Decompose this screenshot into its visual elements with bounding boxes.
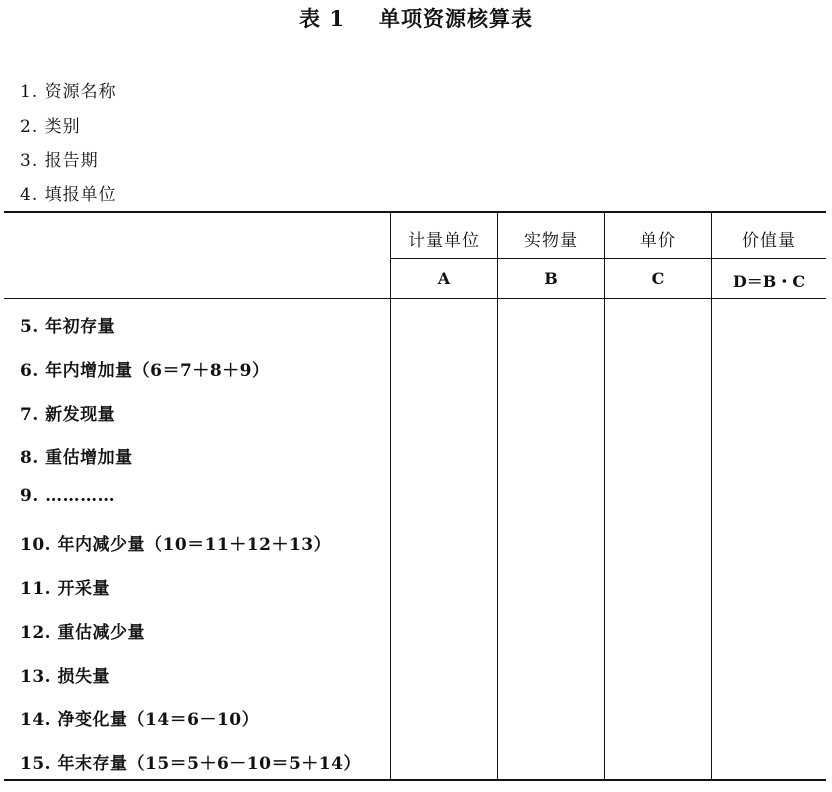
row-annual-increase: 6. 年内增加量（6＝7＋8＋9） — [20, 361, 270, 381]
meta-reporting-unit: 4. 填报单位 — [20, 185, 117, 205]
row-revaluation-decrease: 12. 重估减少量 — [20, 623, 145, 643]
col-header-unit-price: 单价 — [640, 231, 676, 251]
table-number: 表 1 — [299, 6, 345, 31]
col-code-d: D＝B・C — [732, 272, 806, 291]
col-header-value: 价值量 — [742, 231, 796, 251]
row-annual-decrease: 10. 年内减少量（10＝11＋12＋13） — [20, 535, 332, 555]
row-revaluation-increase: 8. 重估增加量 — [20, 448, 133, 468]
row-extraction: 11. 开采量 — [20, 579, 110, 599]
column-divider — [390, 212, 391, 780]
meta-report-period: 3. 报告期 — [20, 151, 99, 171]
row-new-discovery: 7. 新发现量 — [20, 405, 116, 425]
col-header-quantity: 实物量 — [524, 231, 578, 251]
meta-category: 2. 类别 — [20, 117, 81, 137]
table-bottom-rule — [4, 779, 826, 781]
row-other-increase: 9. ………… — [20, 486, 116, 506]
col-header-unit: 计量单位 — [408, 231, 480, 251]
column-divider — [497, 212, 498, 780]
col-code-b: B — [544, 269, 558, 288]
row-opening-stock: 5. 年初存量 — [20, 317, 116, 337]
row-closing-stock: 15. 年末存量（15＝5＋6－10＝5＋14） — [20, 754, 361, 774]
header-mid-rule — [390, 258, 826, 259]
col-code-c: C — [651, 269, 665, 288]
column-divider — [604, 212, 605, 780]
row-loss: 13. 损失量 — [20, 667, 110, 687]
table-title — [0, 3, 832, 33]
table-top-rule — [4, 211, 826, 213]
column-divider — [711, 212, 712, 780]
col-code-a: A — [437, 269, 451, 288]
row-net-change: 14. 净变化量（14＝6－10） — [20, 710, 260, 730]
table-name: 单项资源核算表 — [378, 6, 533, 31]
header-bottom-rule — [4, 298, 826, 299]
meta-resource-name: 1. 资源名称 — [20, 82, 117, 102]
